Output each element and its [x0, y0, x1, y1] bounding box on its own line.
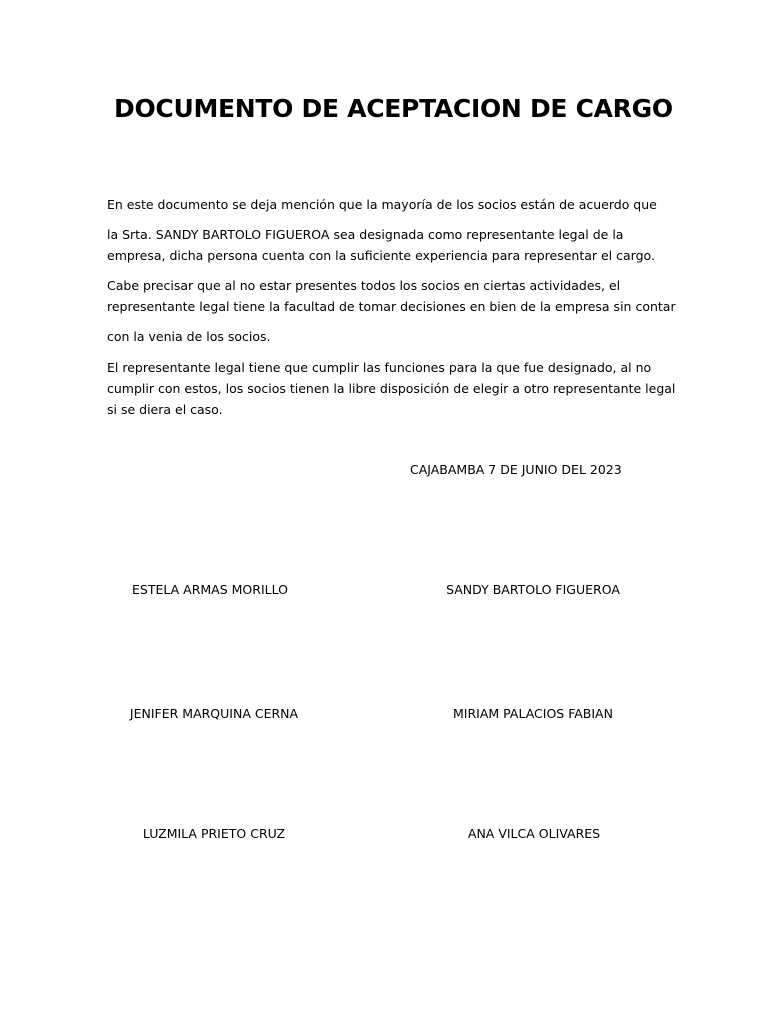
signatory-name: ANA VILCA OLIVARES: [467, 826, 601, 841]
body-line: El representante legal tiene que cumplir las funciones para la que fue designado, al no: [107, 360, 652, 375]
document-title: DOCUMENTO DE ACEPTACION DE CARGO: [114, 94, 673, 123]
document-date: CAJABAMBA 7 DE JUNIO DEL 2023: [410, 462, 622, 477]
signatory-name: MIRIAM PALACIOS FABIAN: [453, 706, 613, 721]
signatory-name: SANDY BARTOLO FIGUEROA: [446, 582, 620, 597]
signatory-name: ESTELA ARMAS MORILLO: [132, 582, 288, 597]
body-line: cumplir con estos, los socios tienen la libre disposición de elegir a otro representante legal: [107, 381, 676, 396]
body-line: representante legal tiene la facultad de tomar decisiones en bien de la empresa sin contar: [107, 299, 676, 314]
signatory-name: JENIFER MARQUINA CERNA: [129, 706, 299, 721]
body-line: con la venia de los socios.: [107, 329, 271, 344]
body-line: si se diera el caso.: [107, 402, 223, 417]
signatory-name: LUZMILA PRIETO CRUZ: [142, 826, 286, 841]
body-line: En este documento se deja mención que la mayoría de los socios están de acuerdo que: [107, 197, 657, 212]
body-line: empresa, dicha persona cuenta con la suficiente experiencia para representar el cargo.: [107, 248, 655, 263]
body-line: Cabe precisar que al no estar presentes todos los socios en ciertas actividades, el: [107, 278, 621, 293]
body-line: la Srta. SANDY BARTOLO FIGUEROA sea designada como representante legal de la: [107, 227, 624, 242]
